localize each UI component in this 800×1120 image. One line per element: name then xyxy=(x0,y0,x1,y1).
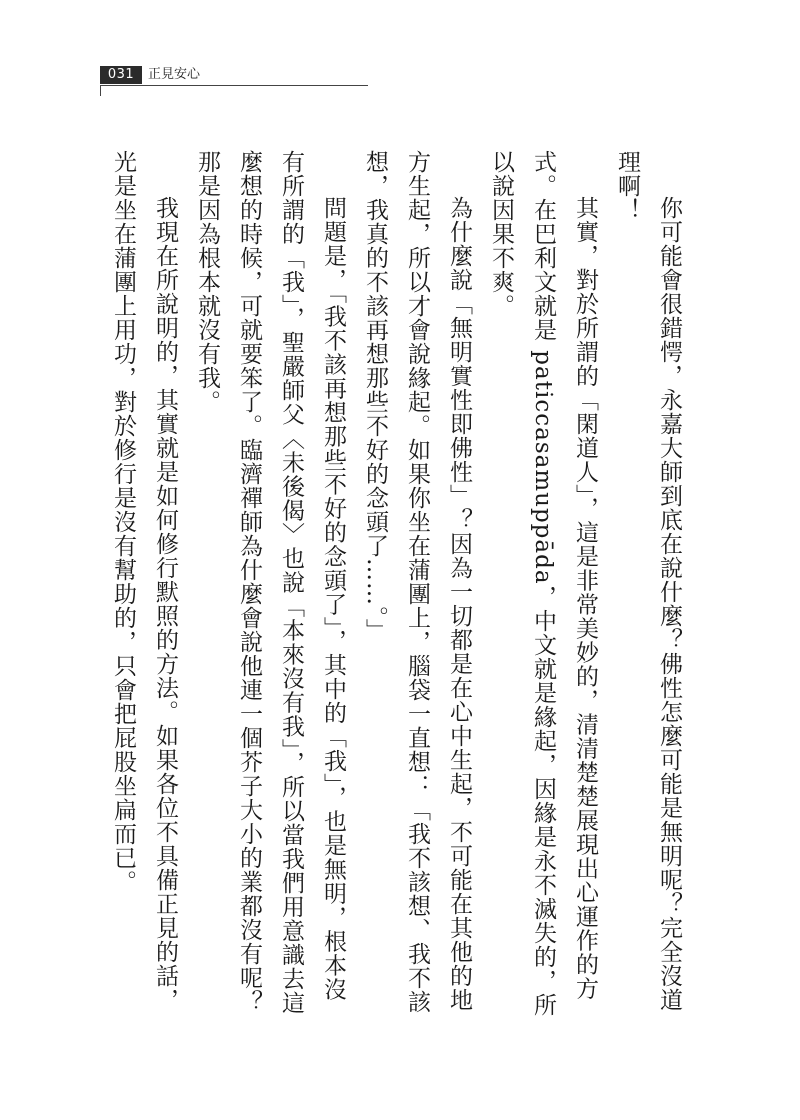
body-text xyxy=(102,150,690,1020)
paragraph-1: 你可能會很錯愕，永嘉大師到底在說什麼？佛性怎麼可能是無明呢？完全沒道理啊！ xyxy=(614,150,682,1012)
paragraph-2: 其實，對於所謂的「閑道人」，這是非常美妙的，清清楚楚展現出心運作的方式。在巴利文就是 paticcasamuppāda，中文就是緣起，因緣是永不滅失的，所以說因果不爽。 xyxy=(488,150,598,1017)
paragraph-5: 我現在所說明的，其實就是如何修行默照的方法。如果各位不具備正見的話，光是坐在蒲團上用功，對於修行是沒有幫助的，只會把屁股坐扁而已。 xyxy=(110,150,178,1012)
running-header xyxy=(100,62,368,96)
paragraph-3: 為什麼說「無明實性即佛性」？因為一切都是在心中生起，不可能在其他的地方生起，所以才會說緣起。如果你坐在蒲團上，腦袋一直想：「我不該想、我不該想，我真的不該再想那些不好的念頭了……。」 xyxy=(362,150,472,1014)
page-number: 031 xyxy=(100,66,142,84)
header-tick xyxy=(100,85,101,96)
header-rule xyxy=(100,85,368,86)
paragraph-4: 問題是，「我不該再想那些不好的念頭了」，其中的「我」，也是無明，根本沒有所謂的「我」，聖嚴師父〈未後偈〉也說「本來沒有我」，所以當我們用意識去這麼想的時候，可就要笨了。臨濟禪師為什麼會說他連一個芥子大小的業都沒有呢？那是因為根本就沒有我。 xyxy=(194,150,346,1015)
chapter-title: 正見安心 xyxy=(148,67,201,82)
